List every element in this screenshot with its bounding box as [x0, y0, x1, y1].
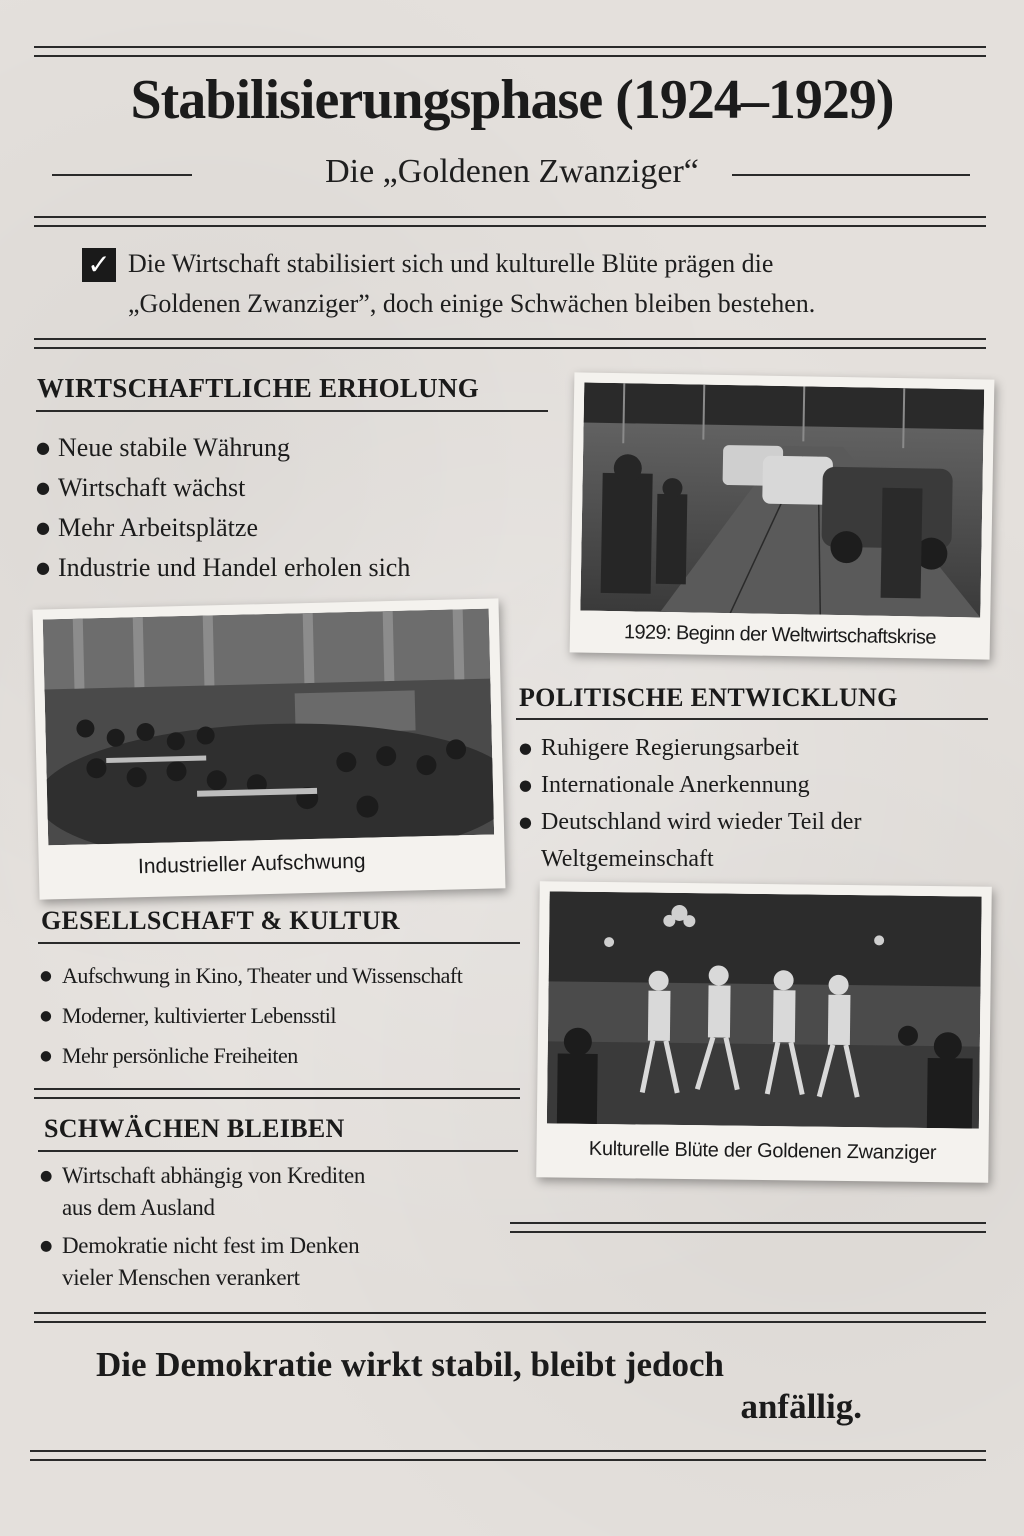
society-bottom-rule — [34, 1088, 520, 1099]
weakness-list — [40, 1160, 510, 1294]
parliament-illustration — [43, 609, 494, 846]
list-item: ● Internationale Anerkennung — [519, 767, 989, 804]
list-item: ● Wirtschaft abhängig von Krediten aus dem Ausland — [40, 1160, 510, 1224]
list-item: ● Demokratie nicht fest im Denken vieler Menschen verankert — [40, 1230, 510, 1294]
photo-caption: Industrieller Aufschwung — [137, 849, 366, 879]
photo-caption: 1929: Beginn der Weltwirtschaftskrise — [623, 621, 937, 649]
photo-dancers — [536, 881, 992, 1183]
list-item: ● Ruhigere Regierungsarbeit — [519, 730, 989, 767]
intro-bottom-rule — [34, 338, 986, 349]
photo-caption: Kulturelle Blüte der Goldenen Zwanziger — [588, 1137, 937, 1165]
section-rule-society — [38, 942, 520, 944]
factory-illustration — [580, 383, 984, 618]
section-title-politics: POLITISCHE ENTWICKLUNG — [519, 683, 898, 712]
parliament-image — [43, 609, 494, 846]
closing-top-rule — [34, 1312, 986, 1323]
page-subtitle: Die „Goldenen Zwanziger“ — [325, 153, 699, 190]
page-title: Stabilisierungsphase (1924–1929) — [130, 69, 894, 131]
section-title-economy: WIRTSCHAFTLICHE ERHOLUNG — [37, 373, 480, 403]
society-list — [40, 956, 540, 1076]
economy-list — [36, 428, 556, 588]
list-item: ● Neue stabile Währung — [36, 428, 556, 468]
list-item: ● Wirtschaft wächst — [36, 468, 556, 508]
subtitle-rule-right — [732, 174, 970, 176]
list-item: ● Mehr persönliche Freiheiten — [40, 1036, 540, 1076]
header-bottom-rule — [34, 216, 986, 227]
factory-image — [580, 383, 984, 618]
list-item: ● Aufschwung in Kino, Theater und Wissenschaft — [40, 956, 540, 996]
dancers-illustration — [547, 891, 982, 1128]
section-rule-politics — [516, 718, 988, 720]
checkmark-icon: ✓ — [82, 248, 116, 282]
right-column-bottom-rule — [510, 1222, 986, 1233]
intro-line-2: „Goldenen Zwanziger”, doch einige Schwächen bleiben bestehen. — [128, 289, 816, 318]
section-rule-economy — [36, 410, 548, 412]
photo-factory — [570, 372, 995, 659]
photo-parliament — [33, 598, 506, 899]
section-title-society: GESELLSCHAFT & KULTUR — [41, 906, 400, 935]
politics-list — [519, 730, 989, 878]
intro-line-1: Die Wirtschaft stabilisiert sich und kulturelle Blüte prägen die — [128, 249, 774, 278]
section-rule-weakness — [38, 1150, 518, 1152]
list-item: ● Mehr Arbeitsplätze — [36, 508, 556, 548]
closing-line-2: anfällig. — [740, 1387, 862, 1426]
page-bottom-rule — [30, 1450, 986, 1461]
closing-line-1: Die Demokratie wirkt stabil, bleibt jedoch — [96, 1345, 724, 1384]
intro-text — [128, 244, 948, 324]
closing-statement — [40, 1344, 862, 1428]
top-double-rule — [34, 46, 986, 57]
list-item: ● Industrie und Handel erholen sich — [36, 548, 556, 588]
list-item: ● Deutschland wird wieder Teil der Weltgemeinschaft — [519, 804, 989, 878]
dancers-image — [547, 891, 982, 1128]
list-item: ● Moderner, kultivierter Lebensstil — [40, 996, 540, 1036]
section-title-weakness: SCHWÄCHEN BLEIBEN — [44, 1114, 345, 1143]
